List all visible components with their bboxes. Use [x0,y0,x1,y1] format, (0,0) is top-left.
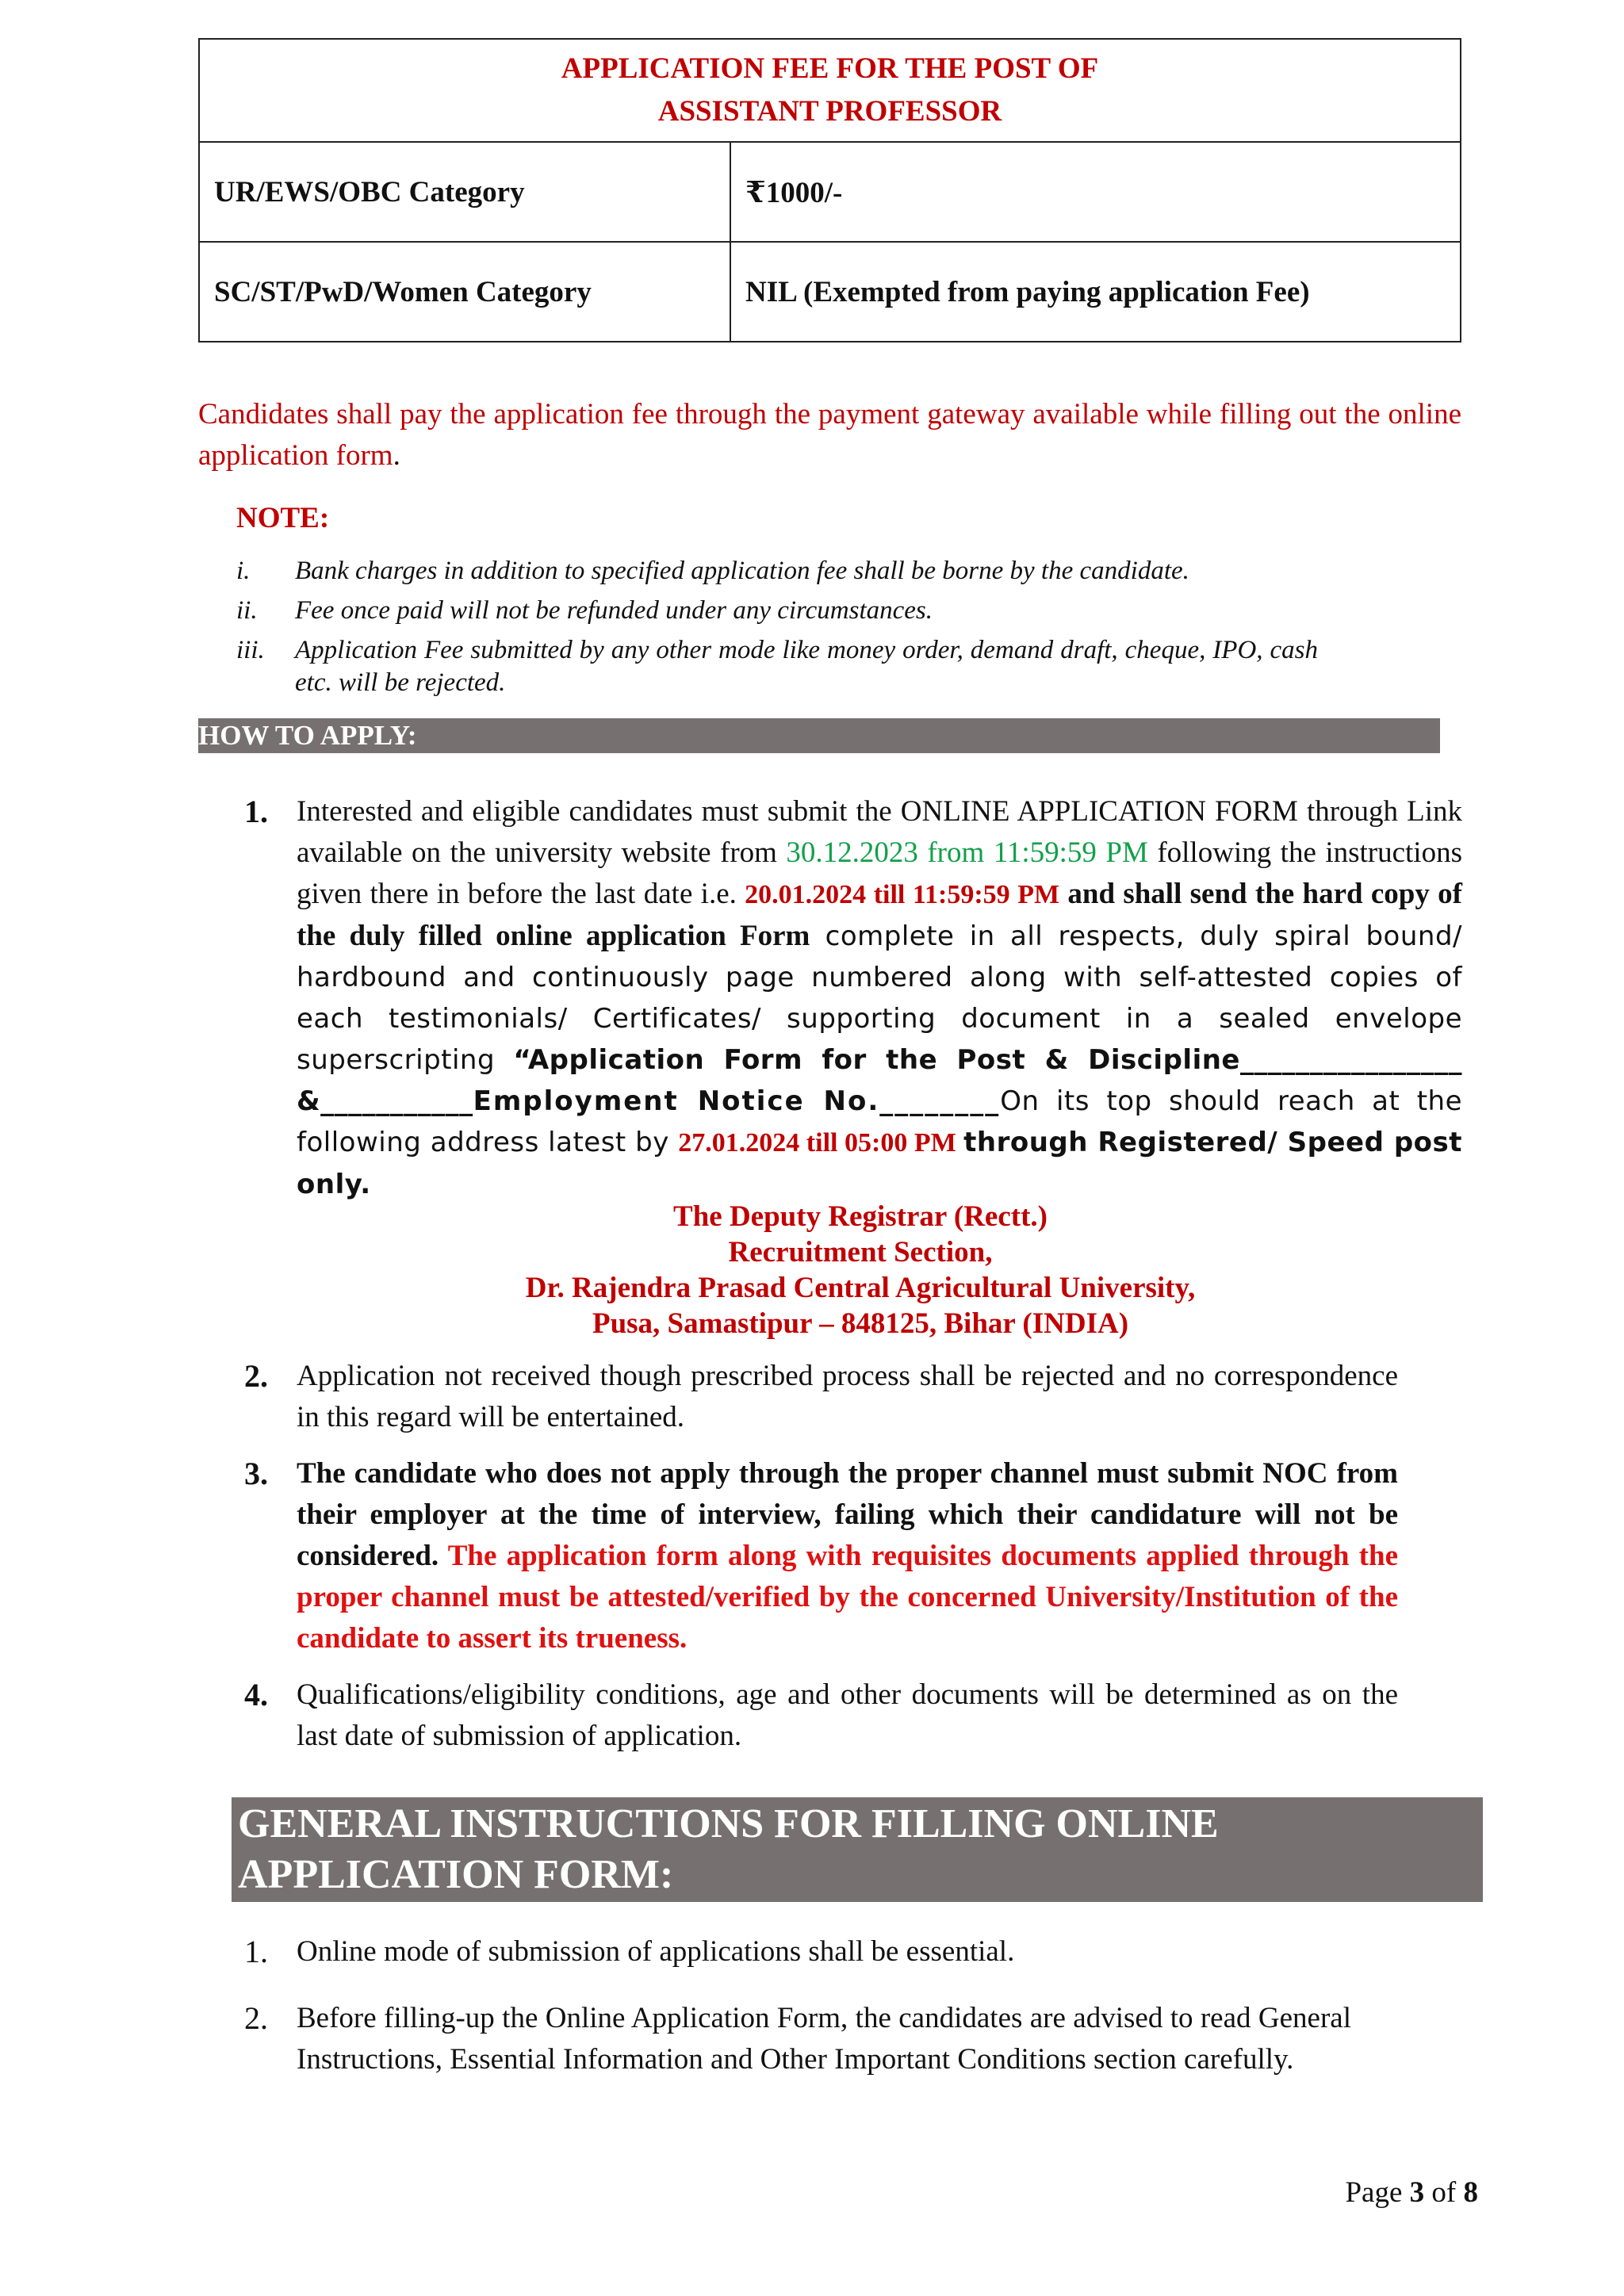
fee-table-title-line1: APPLICATION FEE FOR THE POST OF [561,52,1099,85]
apply-item-text [297,791,1462,1205]
general-item-text: Before filling-up the Online Application Form, the candidates are advised to read General Instructions, Essential Information and Other Important Conditions section carefully. [297,2002,1351,2076]
fee-row [199,142,1461,242]
apply-item-text-part: Interested and eligible candidates must submit the ONLINE APPLICATION FORM through Link available on the university website from [297,795,1462,869]
apply-item-text-part: following the instructions given there in before the last date i.e. [297,836,1462,910]
hard-copy-instruction: and shall send the hard copy of the duly filled online application Form [297,878,1463,952]
application-open-date: 30.12.2023 from 11:59:59 PM [786,836,1148,869]
apply-item-1 [244,791,1465,1200]
total-pages: 8 [1463,2176,1478,2209]
postal-address [198,1199,1522,1341]
fee-table-title [199,39,1461,142]
general-item-number: 1. [244,1934,268,1969]
note-item [236,634,1346,699]
general-instructions-heading: GENERAL INSTRUCTIONS FOR FILLING ONLINE APPLICATION FORM: [232,1797,1483,1902]
general-item [244,1931,1354,1973]
note-item-number: iii. [236,636,265,664]
note-item-text: Bank charges in addition to specified application fee shall be borne by the candidate. [295,557,1189,585]
payment-instruction [198,394,1461,476]
general-item-text: Online mode of submission of applications shall be essential. [297,1935,1015,1968]
apply-item-number: 2. [244,1358,268,1394]
address-line: Dr. Rajendra Prasad Central Agricultural University, [525,1272,1196,1304]
envelope-superscription: “Application Form for the Post & Discipline________________ &___________ [297,1044,1462,1117]
apply-item-text-part: On its top should reach at the following address latest by [297,1085,1462,1158]
note-item-text: Application Fee submitted by any other mode like money order, demand draft, cheque, IPO, cash etc. will be rejected. [295,636,1318,697]
payment-instruction-text: Candidates shall pay the application fee through the payment gateway available while filling out the online application form [198,398,1461,472]
fee-category-cell: UR/EWS/OBC Category [199,142,730,242]
apply-item-number: 1. [244,794,268,829]
note-item-number: ii. [236,596,258,625]
apply-item-number: 3. [244,1456,268,1491]
apply-item-number: 4. [244,1677,268,1712]
note-item-number: i. [236,557,251,585]
how-to-apply-heading: HOW TO APPLY: [198,718,1440,753]
address-line: Recruitment Section, [728,1236,993,1269]
address-line: The Deputy Registrar (Rectt.) [673,1200,1048,1233]
fee-category-cell: SC/ST/PwD/Women Category [199,242,730,342]
address-line: Pusa, Samastipur – 848125, Bihar (INDIA) [592,1307,1129,1340]
general-item [244,1998,1354,2122]
apply-item-text [297,1453,1398,1659]
fee-table-title-line2: ASSISTANT PROFESSOR [657,95,1002,128]
employment-notice-label: Employment Notice No.________ [473,1085,1001,1117]
post-mode: through Registered/ Speed post only. [297,1127,1463,1200]
apply-item-3 [244,1453,1398,1659]
attestation-instruction: The application form along with requisites documents applied through the proper channel must be attested/verified by the concerned University/Institution of the candidate to assert its trueness. [297,1540,1399,1655]
note-item-text: Fee once paid will not be refunded under any circumstances. [295,596,933,625]
noc-instruction: The candidate who does not apply through the proper channel must submit NOC from their employer at the time of interview, failing which their candidature will not be considered. [297,1457,1398,1572]
application-fee-table [198,38,1461,342]
note-item [236,555,1346,587]
reach-date: 27.01.2024 till 05:00 PM [678,1128,956,1158]
note-title: NOTE: [236,502,330,534]
current-page: 3 [1409,2176,1425,2209]
apply-item-2 [244,1356,1398,1438]
general-item-number: 2. [244,2000,268,2036]
apply-item-4 [244,1674,1398,1757]
fee-row [199,242,1461,342]
fee-amount-cell: ₹1000/- [730,142,1461,242]
page-prefix: Page [1345,2176,1410,2209]
fee-amount-cell: NIL (Exempted from paying application Fee) [730,242,1461,342]
last-date: 20.01.2024 till 11:59:59 PM [745,880,1060,909]
note-item [236,595,1346,627]
apply-item-text-part: complete in all respects, duly spiral bound/ hardbound and continuously page numbered along with self-attested copies of each testimonials/ Certificates/ supporting document in a sealed envelope superscripting [297,920,1462,1076]
page-number [1345,2175,1478,2210]
apply-item-text: Qualifications/eligibility conditions, age and other documents will be determined as on the last date of submission of application. [297,1678,1398,1752]
payment-instruction-period: . [393,439,400,472]
apply-item-text: Application not received though prescribed process shall be rejected and no correspondence in this regard will be entertained. [297,1360,1398,1433]
page-of: of [1424,2176,1464,2209]
